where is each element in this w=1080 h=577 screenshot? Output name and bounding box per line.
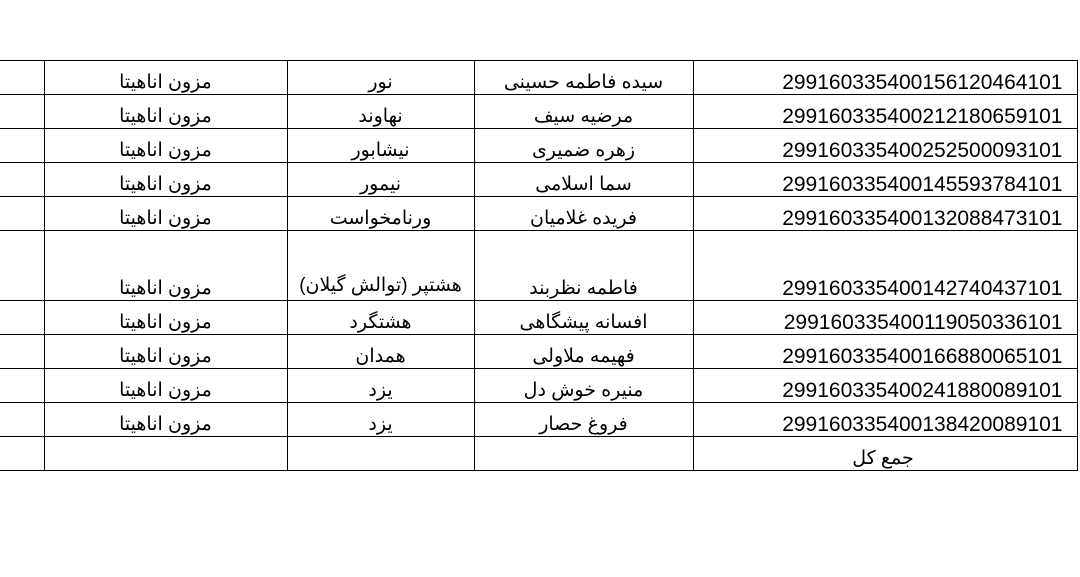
table-row [0,301,1077,335]
row-gutter-cell[interactable] [0,129,44,163]
id-number-cell[interactable]: 299160335400156120464101 [693,61,1077,95]
row-gutter-cell[interactable] [0,163,44,197]
shrine-cell[interactable]: مزون اناهیتا [44,335,287,369]
id-number-cell[interactable]: 299160335400142740437101 [693,231,1077,301]
shrine-cell[interactable]: مزون اناهیتا [44,231,287,301]
row-gutter-cell[interactable] [0,403,44,437]
city-cell[interactable]: نیشابور [287,129,474,163]
table-row [0,369,1077,403]
total-city-cell[interactable] [287,437,474,471]
total-name-cell[interactable] [474,437,693,471]
shrine-cell[interactable]: مزون اناهیتا [44,95,287,129]
table-row [0,231,1077,301]
name-cell[interactable]: افسانه پیشگاهی [474,301,693,335]
table-row [0,403,1077,437]
id-number-cell[interactable]: 299160335400132088473101 [693,197,1077,231]
shrine-cell[interactable]: مزون اناهیتا [44,163,287,197]
city-cell[interactable]: نهاوند [287,95,474,129]
city-cell[interactable]: ورنامخواست [287,197,474,231]
row-gutter-cell[interactable] [0,437,44,471]
name-cell[interactable]: فهیمه ملاولی [474,335,693,369]
shrine-cell[interactable]: مزون اناهیتا [44,197,287,231]
city-cell[interactable]: همدان [287,335,474,369]
name-cell[interactable]: فروغ حصار [474,403,693,437]
shrine-cell[interactable]: مزون اناهیتا [44,369,287,403]
name-cell[interactable]: سیده فاطمه حسینی [474,61,693,95]
id-number-cell[interactable]: 299160335400138420089101 [693,403,1077,437]
city-cell[interactable]: یزد [287,403,474,437]
row-gutter-cell[interactable] [0,95,44,129]
name-cell[interactable]: زهره ضمیری [474,129,693,163]
total-row [0,437,1077,471]
table-row [0,95,1077,129]
id-number-cell[interactable]: 299160335400166880065101 [693,335,1077,369]
table-row [0,129,1077,163]
shrine-cell[interactable]: مزون اناهیتا [44,301,287,335]
id-number-cell[interactable]: 299160335400252500093101 [693,129,1077,163]
city-cell[interactable]: نیمور [287,163,474,197]
id-number-cell[interactable]: 299160335400119050336101 [693,301,1077,335]
name-cell[interactable]: سما اسلامی [474,163,693,197]
city-cell[interactable]: نور [287,61,474,95]
city-cell[interactable]: هشتگرد [287,301,474,335]
shrine-cell[interactable]: مزون اناهیتا [44,129,287,163]
id-number-cell[interactable]: 299160335400212180659101 [693,95,1077,129]
data-table [0,60,1078,471]
table-row [0,61,1077,95]
shrine-cell[interactable]: مزون اناهیتا [44,61,287,95]
row-gutter-cell[interactable] [0,369,44,403]
name-cell[interactable]: فریده غلامیان [474,197,693,231]
row-gutter-cell[interactable] [0,301,44,335]
total-label-cell[interactable]: جمع کل [693,437,1077,471]
id-number-cell[interactable]: 299160335400241880089101 [693,369,1077,403]
city-cell[interactable]: هشتپر (توالش گیلان) [287,231,474,301]
row-gutter-cell[interactable] [0,231,44,301]
name-cell[interactable]: مرضیه سیف [474,95,693,129]
table-row [0,197,1077,231]
id-number-cell[interactable]: 299160335400145593784101 [693,163,1077,197]
shrine-cell[interactable]: مزون اناهیتا [44,403,287,437]
row-gutter-cell[interactable] [0,335,44,369]
table-row [0,163,1077,197]
table-body [0,61,1077,471]
row-gutter-cell[interactable] [0,61,44,95]
row-gutter-cell[interactable] [0,197,44,231]
city-cell[interactable]: یزد [287,369,474,403]
name-cell[interactable]: فاطمه نظربند [474,231,693,301]
table-row [0,335,1077,369]
total-shrine-cell[interactable] [44,437,287,471]
name-cell[interactable]: منیره خوش دل [474,369,693,403]
